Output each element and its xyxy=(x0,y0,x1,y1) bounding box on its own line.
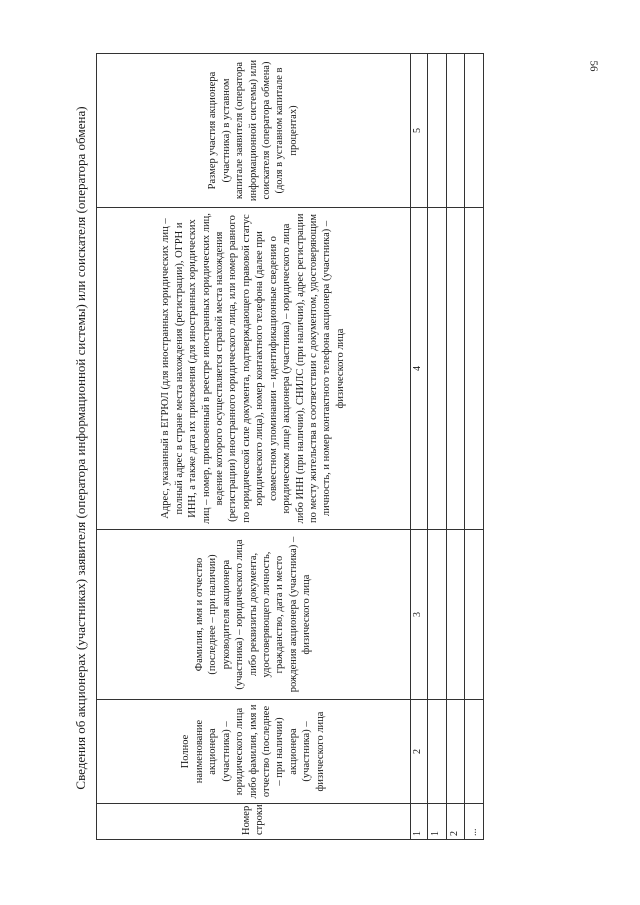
column-number: 1 xyxy=(410,804,427,840)
column-number: 2 xyxy=(410,700,427,804)
header-full-name: Полное наименование акционера (участника) – юридического лица либо фамилия, имя и отчество (последнее – при наличии) акционера (участника) – физического лица xyxy=(97,700,411,804)
table-row xyxy=(427,54,446,840)
table-cell xyxy=(446,208,465,530)
table-cell xyxy=(427,700,446,804)
header-share-size: Размер участия акционера (участника) в уставном капитале заявителя (оператора информационной системы) или соискателя (оператора обмена) (доля в уставном капитале в процентах) xyxy=(97,54,411,208)
table-cell xyxy=(465,530,484,700)
header-row-number: Номер строки xyxy=(97,804,411,840)
table-cell xyxy=(427,54,446,208)
column-number: 4 xyxy=(410,208,427,530)
table-row xyxy=(446,54,465,840)
column-numbers-row xyxy=(410,54,427,840)
table-cell xyxy=(446,54,465,208)
shareholders-table xyxy=(96,53,484,840)
header-head-name: Фамилия, имя и отчество (последнее – при наличии) руководителя акционера (участника) – юридического лица либо реквизиты документа, удостоверяющего личность, гражданство, дата и место рождения акционера (участника) – физического лица xyxy=(97,530,411,700)
table-cell xyxy=(427,208,446,530)
header-row xyxy=(97,54,411,840)
table-cell xyxy=(465,700,484,804)
header-address: Адрес, указанный в ЕГРЮЛ (для иностранных юридических лиц – полный адрес в стране места нахождения (регистрации), ОГРН и ИНН, а также дата их присвоения (для иностранных юридических лиц – номер, присвоенный в реестре иностранных юридических лиц, ведение которого осуществляется страной места нахождения (регистрации) иностранного юридического лица, или номер равного по юридической силе документа, подтверждающего правовой статус юридического лица), номер контактного телефона (далее при совместном упоминании – идентификационные сведения о юридическом лице) акционера (участника) – юридического лица либо ИНН (при наличии), СНИЛС (при наличии), адрес регистрации по месту жительства в соответствии с документом, удостоверяющим личность, и номер контактного телефона акционера (участника) – физического лица xyxy=(97,208,411,530)
row-number: ... xyxy=(465,804,484,840)
column-number: 5 xyxy=(410,54,427,208)
table-cell xyxy=(446,530,465,700)
column-number: 3 xyxy=(410,530,427,700)
table-cell xyxy=(427,530,446,700)
table-cell xyxy=(465,208,484,530)
row-number: 1 xyxy=(427,804,446,840)
document-title: Сведения об акционерах (участниках) заявителя (оператора информационной системы) или соискателя (оператора обмена) xyxy=(73,106,88,790)
table-row xyxy=(465,54,484,840)
table-cell xyxy=(465,54,484,208)
page-number: 56 xyxy=(587,60,600,72)
rotated-content xyxy=(70,48,590,848)
row-number: 2 xyxy=(446,804,465,840)
table-cell xyxy=(446,700,465,804)
